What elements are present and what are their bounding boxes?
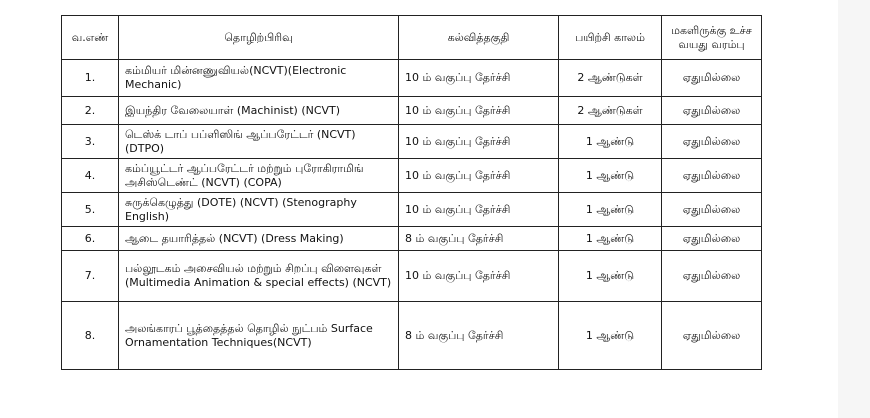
- duration-cell: 2 ஆண்டுகள்: [559, 97, 662, 125]
- age-limit-cell: ஏதுமில்லை: [662, 125, 762, 159]
- table-row: [62, 227, 762, 251]
- trade-cell: ஆடை தயாரித்தல் (NCVT) (Dress Making): [119, 227, 399, 251]
- sno-cell: 6.: [62, 227, 119, 251]
- qualification-cell: 10 ம் வகுப்பு தேர்ச்சி: [399, 159, 559, 193]
- trades-table: [61, 15, 762, 370]
- duration-cell: 2 ஆண்டுகள்: [559, 60, 662, 97]
- trade-cell: டெஸ்க் டாப் பப்ளிஸிங் ஆப்பரேட்டர் (NCVT) (DTPO): [119, 125, 399, 159]
- sno-cell: 8.: [62, 302, 119, 370]
- age-limit-cell: ஏதுமில்லை: [662, 60, 762, 97]
- age-limit-cell: ஏதுமில்லை: [662, 251, 762, 302]
- trade-cell: கம்மியர் மின்னணுவியல்(NCVT)(Electronic Mechanic): [119, 60, 399, 97]
- duration-cell: 1 ஆண்டு: [559, 125, 662, 159]
- age-limit-cell: ஏதுமில்லை: [662, 97, 762, 125]
- trade-cell: கம்ப்யூட்டர் ஆப்பரேட்டர் மற்றும் புரோகிராமிங் அசிஸ்டெண்ட் (NCVT) (COPA): [119, 159, 399, 193]
- header-age-limit: மகளிருக்கு உச்ச வயது வரம்பு: [662, 16, 762, 60]
- table-row: [62, 159, 762, 193]
- qualification-cell: 10 ம் வகுப்பு தேர்ச்சி: [399, 193, 559, 227]
- page-edge: [838, 0, 870, 418]
- sno-cell: 3.: [62, 125, 119, 159]
- header-duration: பயிற்சி காலம்: [559, 16, 662, 60]
- table-row: [62, 97, 762, 125]
- age-limit-cell: ஏதுமில்லை: [662, 193, 762, 227]
- age-limit-cell: ஏதுமில்லை: [662, 302, 762, 370]
- qualification-cell: 8 ம் வகுப்பு தேர்ச்சி: [399, 227, 559, 251]
- qualification-cell: 10 ம் வகுப்பு தேர்ச்சி: [399, 125, 559, 159]
- duration-cell: 1 ஆண்டு: [559, 227, 662, 251]
- sno-cell: 2.: [62, 97, 119, 125]
- duration-cell: 1 ஆண்டு: [559, 159, 662, 193]
- header-row: [62, 16, 762, 60]
- age-limit-cell: ஏதுமில்லை: [662, 227, 762, 251]
- header-qualification: கல்வித்தகுதி: [399, 16, 559, 60]
- table-row: [62, 251, 762, 302]
- sno-cell: 7.: [62, 251, 119, 302]
- header-sno: வ.எண்: [62, 16, 119, 60]
- header-trade: தொழிற்பிரிவு: [119, 16, 399, 60]
- sno-cell: 4.: [62, 159, 119, 193]
- trade-cell: அலங்காரப் பூத்தைத்தல் தொழில் நுட்பம் Surface Ornamentation Techniques(NCVT): [119, 302, 399, 370]
- qualification-cell: 10 ம் வகுப்பு தேர்ச்சி: [399, 97, 559, 125]
- trade-cell: சுருக்கெழுத்து (DOTE) (NCVT) (Stenography English): [119, 193, 399, 227]
- qualification-cell: 8 ம் வகுப்பு தேர்ச்சி: [399, 302, 559, 370]
- table-row: [62, 125, 762, 159]
- sno-cell: 1.: [62, 60, 119, 97]
- qualification-cell: 10 ம் வகுப்பு தேர்ச்சி: [399, 60, 559, 97]
- age-limit-cell: ஏதுமில்லை: [662, 159, 762, 193]
- duration-cell: 1 ஆண்டு: [559, 251, 662, 302]
- duration-cell: 1 ஆண்டு: [559, 302, 662, 370]
- trade-cell: பல்லூடகம் அசைவியல் மற்றும் சிறப்பு விளைவுகள் (Multimedia Animation & special effects) (NCVT): [119, 251, 399, 302]
- table-row: [62, 193, 762, 227]
- table-row: [62, 60, 762, 97]
- sno-cell: 5.: [62, 193, 119, 227]
- duration-cell: 1 ஆண்டு: [559, 193, 662, 227]
- qualification-cell: 10 ம் வகுப்பு தேர்ச்சி: [399, 251, 559, 302]
- table-row: [62, 302, 762, 370]
- trade-cell: இயந்திர வேலையாள் (Machinist) (NCVT): [119, 97, 399, 125]
